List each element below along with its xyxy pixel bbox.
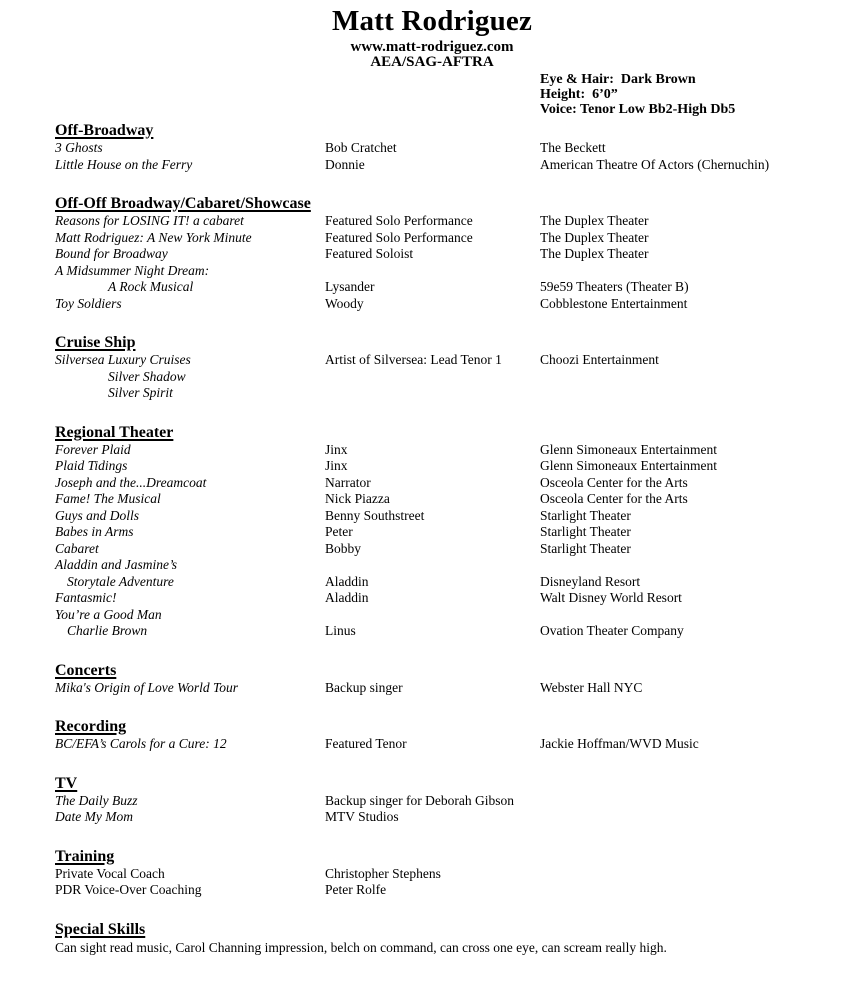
section-heading: Recording: [55, 718, 127, 735]
section-recording: [55, 717, 844, 753]
credit-row: [55, 809, 844, 826]
credit-role: Backup singer: [325, 679, 403, 695]
credit-row: [55, 557, 844, 574]
credit-title: Mika's Origin of Love World Tour: [55, 679, 239, 695]
credit-venue: The Duplex Theater: [540, 229, 649, 245]
credit-row: [55, 213, 844, 230]
credit-title: Storytale Adventure: [67, 573, 174, 589]
credit-title: Joseph and the...Dreamcoat: [55, 474, 207, 490]
credit-role: Bob Cratchet: [325, 140, 397, 155]
stat-line: Voice: Tenor Low Bb2-High Db5: [540, 102, 736, 117]
website-url: www.matt-rodriguez.com: [350, 39, 514, 55]
section-cruise-ship: [55, 333, 844, 402]
credit-venue: Osceola Center for the Arts: [540, 474, 688, 490]
section-off-broadway: [55, 121, 844, 173]
section-heading: Regional Theater: [55, 423, 174, 441]
credit-row: [55, 541, 844, 558]
credit-row: [55, 369, 844, 386]
credit-role: Lysander: [325, 279, 375, 294]
credit-title: Silversea Luxury Cruises: [55, 352, 191, 367]
section-regional-theater: [55, 423, 844, 640]
credit-role: Peter Rolfe: [325, 882, 387, 897]
credit-title: Fame! The Musical: [55, 491, 161, 506]
credit-row: [55, 279, 844, 296]
credit-row: [55, 866, 844, 883]
credit-role: Featured Soloist: [325, 246, 414, 261]
credit-role: Backup singer for Deborah Gibson: [325, 792, 514, 808]
stat-line: Height: 6’0”: [540, 87, 618, 102]
credit-venue: Starlight Theater: [540, 540, 631, 556]
credit-venue: Osceola Center for the Arts: [540, 491, 688, 506]
credit-role: Nick Piazza: [325, 491, 390, 506]
credit-row: [55, 230, 844, 247]
section-heading: Off-Broadway: [55, 122, 154, 139]
credit-title: Bound for Broadway: [55, 246, 168, 261]
credit-title: Private Vocal Coach: [55, 865, 165, 881]
credit-row: [55, 574, 844, 591]
section-special-skills: [55, 920, 844, 957]
credit-venue: Choozi Entertainment: [540, 352, 659, 367]
stat-line: Eye & Hair: Dark Brown: [540, 72, 696, 87]
credit-row: [55, 475, 844, 492]
section-heading: Concerts: [55, 661, 117, 679]
credit-title: Guys and Dolls: [55, 507, 139, 523]
credit-title: Date My Mom: [55, 809, 133, 824]
credit-role: Peter: [325, 524, 353, 539]
credit-title: Charlie Brown: [67, 623, 148, 638]
credit-venue: Glenn Simoneaux Entertainment: [540, 458, 717, 473]
credit-row: [55, 524, 844, 541]
credit-role: Christopher Stephens: [325, 865, 441, 881]
section-heading: Special Skills: [55, 920, 146, 938]
credit-title: Toy Soldiers: [55, 295, 122, 311]
credit-venue: The Duplex Theater: [540, 213, 649, 228]
credit-role: Aladdin: [325, 573, 369, 589]
section-heading: TV: [55, 774, 78, 792]
credit-row: [55, 458, 844, 475]
credit-venue: Cobblestone Entertainment: [540, 295, 688, 311]
credit-role: Jinx: [325, 458, 348, 473]
credit-title: PDR Voice-Over Coaching: [55, 882, 202, 897]
credit-venue: 59e59 Theaters (Theater B): [540, 279, 689, 294]
credit-title: Matt Rodriguez: A New York Minute: [55, 229, 252, 245]
credit-venue: The Beckett: [540, 140, 606, 155]
resume-header: [0, 6, 864, 117]
credit-role: Featured Solo Performance: [325, 213, 473, 228]
credit-role: Artist of Silversea: Lead Tenor 1: [325, 352, 502, 367]
credit-venue: The Duplex Theater: [540, 246, 649, 261]
credit-title: Aladdin and Jasmine’s: [55, 557, 177, 572]
credit-row: [55, 263, 844, 280]
credit-title: The Daily Buzz: [55, 792, 138, 808]
credit-title: Babes in Arms: [55, 524, 134, 539]
section-tv: [55, 774, 844, 826]
credit-title: A Rock Musical: [108, 279, 194, 294]
credit-role: Featured Solo Performance: [325, 229, 473, 245]
credit-venue: American Theatre Of Actors (Chernuchin): [540, 156, 770, 172]
credit-title: 3 Ghosts: [55, 140, 103, 155]
credit-title: Forever Plaid: [55, 441, 131, 457]
credit-row: [55, 607, 844, 624]
union-affiliations: AEA/SAG-AFTRA: [370, 54, 494, 70]
section-concerts: [55, 661, 844, 697]
credit-venue: Starlight Theater: [540, 524, 631, 539]
credit-row: [55, 140, 844, 157]
credit-role: Narrator: [325, 474, 371, 490]
credit-role: Linus: [325, 623, 356, 638]
section-heading: Training: [55, 847, 115, 865]
credit-venue: Ovation Theater Company: [540, 623, 684, 638]
actor-name: Matt Rodriguez: [331, 5, 533, 37]
credit-row: [55, 442, 844, 459]
stats-block: [540, 72, 864, 117]
credit-role: Woody: [325, 295, 364, 311]
credit-row: [55, 246, 844, 263]
credit-row: [55, 508, 844, 525]
credit-role: Featured Tenor: [325, 736, 407, 751]
credit-role: MTV Studios: [325, 809, 399, 824]
credit-role: Donnie: [325, 156, 365, 172]
credit-row: [55, 157, 844, 174]
credit-row: [55, 491, 844, 508]
credit-title: You’re a Good Man: [55, 606, 162, 622]
credit-title: Cabaret: [55, 540, 99, 556]
credit-title: BC/EFA’s Carols for a Cure: 12: [55, 736, 227, 751]
credit-title: A Midsummer Night Dream:: [55, 262, 210, 278]
credit-role: Jinx: [325, 441, 348, 457]
credit-role: Benny Southstreet: [325, 507, 425, 523]
credit-row: [55, 736, 844, 753]
credit-venue: Walt Disney World Resort: [540, 590, 682, 605]
credit-title: Reasons for LOSING IT! a cabaret: [55, 213, 244, 228]
credit-venue: Webster Hall NYC: [540, 679, 643, 695]
section-heading: Off-Off Broadway/Cabaret/Showcase: [55, 195, 311, 212]
credit-venue: Starlight Theater: [540, 507, 631, 523]
section-heading: Cruise Ship: [55, 334, 136, 351]
credit-title: Little House on the Ferry: [55, 156, 193, 172]
credit-title: Silver Shadow: [108, 368, 186, 384]
credit-venue: Disneyland Resort: [540, 573, 641, 589]
credit-row: [55, 623, 844, 640]
credit-row: [55, 385, 844, 402]
credit-title: Fantasmic!: [55, 590, 117, 605]
section-off-off-broadway-cabaret-showcase: [55, 194, 844, 312]
credit-role: Aladdin: [325, 590, 369, 605]
credit-row: [55, 590, 844, 607]
credit-title: Plaid Tidings: [55, 458, 128, 473]
credit-role: Bobby: [325, 540, 362, 556]
skills-text: Can sight read music, Carol Channing impression, belch on command, can cross one eye, can scream really high.: [55, 939, 667, 955]
credit-venue: Glenn Simoneaux Entertainment: [540, 441, 717, 457]
credit-row: [55, 352, 844, 369]
credits-body: [0, 121, 864, 956]
credit-row: [55, 793, 844, 810]
credit-row: [55, 680, 844, 697]
credit-venue: Jackie Hoffman/WVD Music: [540, 736, 699, 751]
credit-title: Silver Spirit: [108, 385, 173, 400]
credit-row: [55, 296, 844, 313]
credit-row: [55, 882, 844, 899]
section-training: [55, 847, 844, 899]
